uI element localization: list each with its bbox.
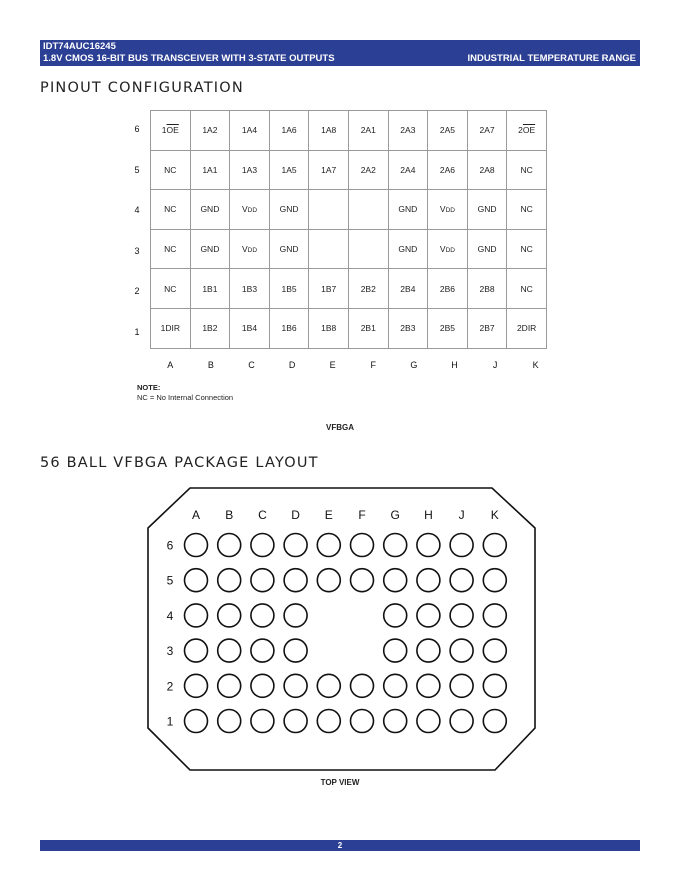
pin-cell: NC (151, 190, 191, 230)
pin-cell: VDD (230, 229, 270, 269)
package-ball-3C (251, 639, 274, 662)
pin-cell: GND (388, 190, 428, 230)
package-ball-1K (483, 710, 506, 733)
package-ball-3J (450, 639, 473, 662)
pinout-row-label: 2 (134, 286, 140, 297)
pin-cell: 1B7 (309, 269, 349, 309)
pin-cell: $1\overline{OE}$ (151, 111, 191, 151)
pinout-row-label: 6 (134, 124, 140, 134)
pinout-column-label: C (248, 360, 255, 370)
package-ball-1D (284, 710, 307, 733)
package-ball-6H (417, 534, 440, 557)
pin-cell: 1A8 (309, 111, 349, 151)
package-row-label: 1 (166, 714, 174, 729)
package-column-label: K (490, 508, 499, 522)
pin-cell: 2A3 (388, 111, 428, 151)
package-ball-1A (185, 710, 208, 733)
package-ball-5J (450, 569, 473, 592)
pin-cell: 2A6 (428, 150, 468, 190)
package-ball-2H (417, 674, 440, 697)
pin-cell: 2DIR (507, 308, 547, 348)
pin-cell: 2A8 (467, 150, 507, 190)
package-column-label: C (258, 508, 267, 522)
pinout-column-label: H (451, 360, 458, 370)
package-column-label: A (191, 508, 201, 522)
pin-cell: 1B2 (190, 308, 230, 348)
package-ball-2A (185, 674, 208, 697)
pin-cell: $2\overline{OE}$ (507, 111, 547, 151)
pin-cell: 1B8 (309, 308, 349, 348)
pin-cell: 1A2 (190, 111, 230, 151)
package-ball-6A (185, 534, 208, 557)
pin-cell: 1A4 (230, 111, 270, 151)
package-caption: TOP VIEW (320, 778, 360, 787)
package-ball-5D (284, 569, 307, 592)
pin-cell: GND (190, 229, 230, 269)
package-ball-6K (483, 534, 506, 557)
pinout-column-label: F (370, 360, 377, 370)
pin-cell: 2A5 (428, 111, 468, 151)
package-ball-1C (251, 710, 274, 733)
pin-cell: VDD (428, 229, 468, 269)
package-ball-3G (384, 639, 407, 662)
page-number: 2 (337, 841, 343, 850)
package-ball-3A (185, 639, 208, 662)
pin-cell: 2A1 (348, 111, 388, 151)
package-ball-5B (218, 569, 241, 592)
pinout-row-label: 5 (134, 164, 140, 175)
package-ball-1J (450, 710, 473, 733)
package-ball-6B (218, 534, 241, 557)
pin-cell: VDD (230, 190, 270, 230)
pin-cell: 1B4 (230, 308, 270, 348)
package-ball-4J (450, 604, 473, 627)
package-ball-6G (384, 534, 407, 557)
package-ball-4H (417, 604, 440, 627)
pinout-caption: VFBGA (326, 423, 354, 432)
package-title: 56 BALL VFBGA PACKAGE LAYOUT (40, 455, 319, 471)
pin-cell: 1A3 (230, 150, 270, 190)
package-column-label: G (390, 508, 400, 522)
package-ball-2G (384, 674, 407, 697)
package-ball-2C (251, 674, 274, 697)
pin-cell: NC (151, 229, 191, 269)
pin-cell: 2B2 (348, 269, 388, 309)
package-ball-6E (317, 534, 340, 557)
note-title: NOTE: (137, 383, 161, 392)
package-ball-1B (218, 710, 241, 733)
pin-cell: NC (507, 150, 547, 190)
package-ball-4C (251, 604, 274, 627)
package-column-label: D (291, 508, 300, 522)
pin-cell: 2A7 (467, 111, 507, 151)
pinout-column-label: E (329, 360, 336, 370)
pin-cell: 1B5 (269, 269, 309, 309)
package-column-label: J (458, 508, 465, 522)
package-ball-1H (417, 710, 440, 733)
pinout-column-label: D (288, 360, 296, 370)
pin-cell: 2A4 (388, 150, 428, 190)
part-number: IDT74AUC16245 (43, 41, 116, 52)
package-ball-5C (251, 569, 274, 592)
package-ball-6F (351, 534, 374, 557)
pin-cell: 2B6 (428, 269, 468, 309)
package-ball-6C (251, 534, 274, 557)
pin-cell: 2B5 (428, 308, 468, 348)
package-column-label: B (225, 508, 234, 522)
pin-cell: NC (151, 150, 191, 190)
pin-cell: 1DIR (151, 308, 191, 348)
footer-bar (40, 840, 640, 851)
pin-cell: 2B8 (467, 269, 507, 309)
temperature-range: INDUSTRIAL TEMPERATURE RANGE (467, 53, 636, 64)
pinout-row-label: 4 (134, 205, 140, 216)
package-ball-5A (185, 569, 208, 592)
package-ball-5F (351, 569, 374, 592)
pin-cell: 1A7 (309, 150, 349, 190)
pin-cell: 1B3 (230, 269, 270, 309)
pin-cell: GND (467, 190, 507, 230)
package-ball-4A (185, 604, 208, 627)
package-row-label: 5 (166, 573, 174, 588)
package-ball-4K (483, 604, 506, 627)
package-ball-1G (384, 710, 407, 733)
package-ball-2J (450, 674, 473, 697)
package-row-label: 3 (166, 644, 174, 659)
package-ball-2E (317, 674, 340, 697)
package-ball-1E (317, 710, 340, 733)
package-row-label: 6 (166, 538, 174, 553)
pin-cell: GND (190, 190, 230, 230)
package-ball-2D (284, 674, 307, 697)
pinout-column-label: G (410, 360, 418, 370)
pinout-row-label: 1 (134, 327, 140, 337)
package-ball-4D (284, 604, 307, 627)
package-column-label: E (324, 508, 333, 522)
pin-cell: NC (507, 229, 547, 269)
package-ball-3K (483, 639, 506, 662)
package-row-label: 2 (166, 679, 174, 694)
pin-cell: GND (467, 229, 507, 269)
package-ball-3B (218, 639, 241, 662)
package-column-label: F (358, 508, 366, 522)
document-description: 1.8V CMOS 16-BIT BUS TRANSCEIVER WITH 3-STATE OUTPUTS (43, 53, 335, 64)
package-ball-1F (351, 710, 374, 733)
package-ball-5K (483, 569, 506, 592)
package-ball-5H (417, 569, 440, 592)
pin-cell: GND (269, 190, 309, 230)
pin-cell: VDD (428, 190, 468, 230)
pin-cell: NC (507, 269, 547, 309)
pin-cell: 1A5 (269, 150, 309, 190)
package-column-label: H (424, 508, 433, 522)
pin-cell: 1A1 (190, 150, 230, 190)
pin-cell: GND (388, 229, 428, 269)
pin-cell: 2B1 (348, 308, 388, 348)
pin-cell: 2B4 (388, 269, 428, 309)
package-ball-2B (218, 674, 241, 697)
pin-cell: 1A6 (269, 111, 309, 151)
pinout-row-label: 3 (134, 245, 140, 256)
pin-cell: GND (269, 229, 309, 269)
package-ball-5E (317, 569, 340, 592)
pin-cell: NC (151, 269, 191, 309)
pin-cell: NC (507, 190, 547, 230)
pin-cell: 2A2 (348, 150, 388, 190)
package-ball-5G (384, 569, 407, 592)
note-text: NC = No Internal Connection (137, 393, 234, 402)
pin-cell: 1B1 (190, 269, 230, 309)
package-ball-4B (218, 604, 241, 627)
pinout-column-label: B (207, 360, 214, 370)
pin-cell: 2B7 (467, 308, 507, 348)
package-ball-2F (351, 674, 374, 697)
pinout-column-label: J (492, 360, 498, 370)
package-ball-2K (483, 674, 506, 697)
package-ball-6J (450, 534, 473, 557)
package-ball-3D (284, 639, 307, 662)
pin-cell: 1B6 (269, 308, 309, 348)
package-ball-4G (384, 604, 407, 627)
package-ball-3H (417, 639, 440, 662)
pin-cell: 2B3 (388, 308, 428, 348)
pinout-title: PINOUT CONFIGURATION (40, 80, 244, 96)
package-ball-6D (284, 534, 307, 557)
pinout-column-label: K (532, 360, 539, 370)
pinout-column-label: A (167, 360, 174, 370)
package-row-label: 4 (166, 608, 174, 623)
